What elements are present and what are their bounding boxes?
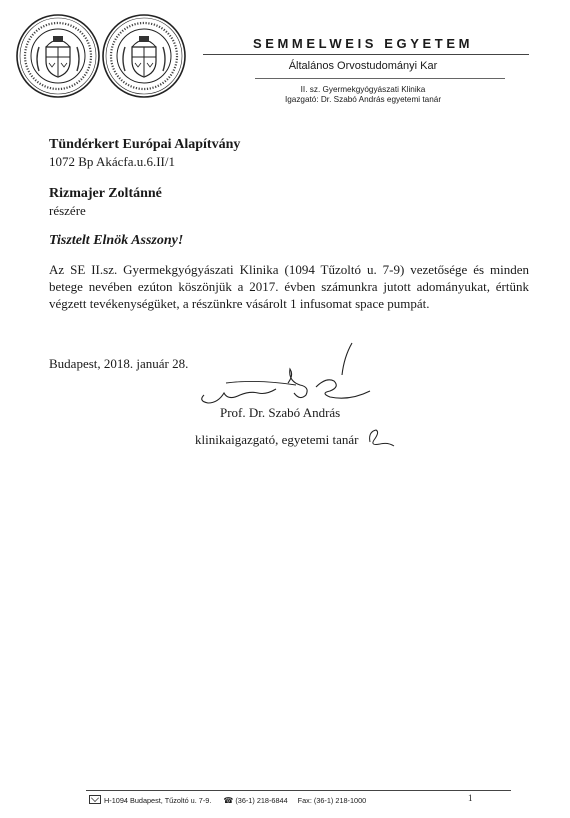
signer-name: Prof. Dr. Szabó András bbox=[220, 405, 341, 420]
salutation: Tisztelt Elnök Asszony! bbox=[49, 233, 184, 248]
footer-divider bbox=[86, 790, 511, 791]
clinic-name: II. sz. Gyermekgyógyászati Klinika bbox=[300, 85, 426, 94]
phone-icon: ☎ bbox=[223, 796, 234, 805]
letter-body: Az SE II.sz. Gyermekgyógyászati Klinika (1094 Tűzoltó u. 7-9) vezetősége és minden betege nevében ezúton köszönjük a 2017. évben számunkra jutott adományukat, értünk végzett tevékenységüket, a részünkre vásárolt 1 infusomat space pumpát. bbox=[49, 262, 529, 311]
footer-address: H-1094 Budapest, Tűzoltó u. 7-9. bbox=[104, 796, 212, 805]
footer-contact bbox=[89, 795, 366, 805]
footer-phone: (36-1) 218-6844 bbox=[235, 796, 288, 805]
place-date: Budapest, 2018. január 28. bbox=[49, 356, 189, 371]
university-name: SEMMELWEIS EGYETEM bbox=[252, 36, 474, 51]
handwritten-initials bbox=[366, 426, 396, 448]
recipient-organization: Tündérkert Európai Alapítvány bbox=[49, 137, 241, 152]
footer-fax: Fax: (36-1) 218-1000 bbox=[297, 796, 367, 805]
envelope-icon bbox=[89, 795, 101, 804]
director-line: Igazgató: Dr. Szabó András egyetemi tanár bbox=[284, 95, 442, 104]
faculty-name: Általános Orvostudományi Kar bbox=[288, 60, 438, 72]
recipient-for-label: részére bbox=[49, 203, 86, 218]
page-number: 1 bbox=[468, 793, 473, 803]
header-divider bbox=[203, 54, 529, 55]
header-divider-secondary bbox=[255, 78, 505, 79]
handwritten-signature bbox=[196, 335, 396, 415]
university-seal-right bbox=[101, 13, 187, 99]
signer-title: klinikaigazgató, egyetemi tanár bbox=[195, 432, 359, 447]
recipient-person: Rizmajer Zoltánné bbox=[49, 186, 162, 201]
recipient-address: 1072 Bp Akácfa.u.6.II/1 bbox=[49, 154, 176, 169]
university-seal-left bbox=[15, 13, 101, 99]
